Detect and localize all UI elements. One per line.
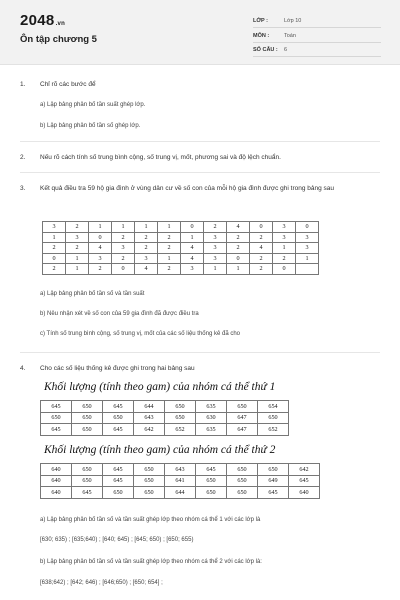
table-cell: 2 — [273, 253, 296, 264]
table-cell: 2 — [158, 232, 181, 243]
question-text: Nếu rõ cách tính số trung bình cộng, số trung vị, mốt, phương sai và độ lệch chuẩn. — [40, 154, 281, 161]
weight-table-group-2 — [40, 463, 320, 499]
table-cell: 640 — [41, 464, 72, 476]
divider — [20, 172, 380, 173]
question-text: Chỉ rõ các bước để — [40, 81, 96, 88]
table-cell: 2 — [135, 243, 158, 254]
table-cell: 2 — [89, 264, 112, 275]
table-cell: 650 — [258, 412, 289, 424]
table-cell: 2 — [250, 253, 273, 264]
table-cell: 1 — [66, 253, 89, 264]
table-row — [43, 222, 319, 233]
table-cell: 2 — [227, 232, 250, 243]
table-cell: 2 — [250, 264, 273, 275]
table-cell: 3 — [204, 253, 227, 264]
table-cell: 654 — [258, 401, 289, 413]
table-cell: 652 — [165, 424, 196, 436]
table-cell: 1 — [66, 264, 89, 275]
table-cell: 645 — [103, 401, 134, 413]
table-cell: 2 — [43, 243, 66, 254]
question-text: Cho các số liệu thống kê được ghi trong hai bảng sau — [40, 365, 195, 372]
meta-key: LỚP : — [253, 17, 268, 24]
table-cell: 645 — [103, 475, 134, 487]
sub-question-a-classes: [630; 635) ; [635;640) ; [640; 645) ; [645; 650) ; [650; 655) — [40, 537, 194, 543]
table-cell: 3 — [112, 243, 135, 254]
table-cell: 2 — [66, 243, 89, 254]
table-cell: 640 — [41, 475, 72, 487]
table-cell: 0 — [296, 222, 319, 233]
table-cell: 645 — [258, 487, 289, 499]
table-row — [41, 401, 289, 413]
question-number: 2. — [20, 154, 26, 161]
table-cell: 650 — [103, 487, 134, 499]
table-cell: 1 — [43, 232, 66, 243]
table-cell: 1 — [204, 264, 227, 275]
table-cell: 1 — [135, 222, 158, 233]
table-cell: 0 — [112, 264, 135, 275]
table-row — [43, 232, 319, 243]
table-cell: 650 — [134, 464, 165, 476]
table-cell: 3 — [204, 232, 227, 243]
table-cell: 630 — [196, 412, 227, 424]
table-row — [41, 424, 289, 436]
sub-question-b: b) Lập bảng phân bố tần số ghép lớp. — [40, 123, 141, 129]
sub-question-c: c) Tính số trung bình cộng, số trung vị, mốt của các số liệu thống kê đã cho — [40, 331, 241, 337]
table-cell: 650 — [165, 412, 196, 424]
table-cell: 4 — [89, 243, 112, 254]
table-cell: 645 — [72, 487, 103, 499]
table-cell: 3 — [273, 222, 296, 233]
sub-question-b: b) Nêu nhận xét về số con của 59 gia đình đã được điều tra — [40, 311, 199, 317]
table-cell: 644 — [134, 401, 165, 413]
meta-key: MÔN : — [253, 32, 270, 39]
table-cell: 1 — [158, 253, 181, 264]
table-cell: 0 — [181, 222, 204, 233]
table-cell: 650 — [227, 475, 258, 487]
table-cell: 645 — [41, 401, 72, 413]
table-cell: 2 — [66, 222, 89, 233]
table-cell: 2 — [158, 264, 181, 275]
table-cell: 2 — [158, 243, 181, 254]
meta-row-class — [253, 14, 381, 28]
sub-question-b: b) Lập bảng phân bố tần số và tần suất ghép lớp theo nhóm cá thể 2 với các lớp là: — [40, 559, 262, 565]
table-cell: 643 — [165, 464, 196, 476]
table-cell: 4 — [181, 253, 204, 264]
table-cell: 650 — [103, 412, 134, 424]
table-cell: 650 — [134, 475, 165, 487]
table-cell: 4 — [181, 243, 204, 254]
table-cell: 640 — [289, 487, 320, 499]
children-count-table — [42, 221, 319, 275]
table-cell: 3 — [43, 222, 66, 233]
table-row — [43, 253, 319, 264]
question-number: 4. — [20, 365, 26, 372]
table-cell: 650 — [134, 487, 165, 499]
site-logo[interactable] — [20, 12, 65, 29]
table-row — [41, 487, 320, 499]
table-cell: 650 — [227, 401, 258, 413]
table-cell: 0 — [227, 253, 250, 264]
table-cell: 650 — [227, 464, 258, 476]
table-cell: 635 — [196, 424, 227, 436]
table-cell: 4 — [227, 222, 250, 233]
table-cell: 2 — [135, 232, 158, 243]
table-cell: 2 — [43, 264, 66, 275]
table-cell: 650 — [196, 487, 227, 499]
table-cell: 641 — [165, 475, 196, 487]
table-cell: 645 — [289, 475, 320, 487]
logo-suffix: .vn — [55, 21, 66, 27]
page-header — [0, 0, 400, 65]
table-cell: 0 — [273, 264, 296, 275]
table-cell: 650 — [72, 475, 103, 487]
table-cell: 3 — [273, 232, 296, 243]
table-cell: 650 — [72, 464, 103, 476]
table-cell: 3 — [181, 264, 204, 275]
sub-question-b-classes: [638;642) ; [642; 646) ; [646;650) ; [650; 654] ; — [40, 580, 163, 586]
table-row — [43, 264, 319, 275]
table-cell: 649 — [258, 475, 289, 487]
table-cell: 643 — [134, 412, 165, 424]
table-cell: 642 — [289, 464, 320, 476]
table-cell: 1 — [181, 232, 204, 243]
table-cell: 3 — [296, 243, 319, 254]
table-row — [41, 412, 289, 424]
table-cell: 3 — [135, 253, 158, 264]
table-cell: 1 — [89, 222, 112, 233]
table-cell: 650 — [72, 424, 103, 436]
meta-key: SỐ CÂU : — [253, 46, 278, 53]
question-number: 1. — [20, 81, 26, 88]
table-cell: 650 — [41, 412, 72, 424]
table-cell: 650 — [72, 412, 103, 424]
table-cell: 644 — [165, 487, 196, 499]
table-cell: 3 — [89, 253, 112, 264]
table-cell: 0 — [250, 222, 273, 233]
table-cell: 0 — [43, 253, 66, 264]
table-cell: 3 — [296, 232, 319, 243]
table-caption-group-2: Khối lượng (tính theo gam) của nhóm cá thể thứ 2 — [44, 444, 276, 456]
table-cell: 647 — [227, 412, 258, 424]
table-row — [41, 475, 320, 487]
table-cell: 1 — [158, 222, 181, 233]
meta-value: Toán — [284, 32, 296, 39]
table-cell: 2 — [204, 222, 227, 233]
table-cell: 1 — [296, 253, 319, 264]
table-caption-group-1: Khối lượng (tính theo gam) của nhóm cá thể thứ 1 — [44, 381, 276, 393]
divider — [20, 141, 380, 142]
divider — [20, 352, 380, 353]
table-cell: 652 — [258, 424, 289, 436]
table-row — [43, 243, 319, 254]
table-cell: 4 — [135, 264, 158, 275]
table-row — [41, 464, 320, 476]
table-cell: 2 — [250, 232, 273, 243]
table-cell: 647 — [227, 424, 258, 436]
table-cell: 640 — [41, 487, 72, 499]
table-cell: 642 — [134, 424, 165, 436]
table-cell: 650 — [72, 401, 103, 413]
table-cell: 2 — [227, 243, 250, 254]
table-cell: 645 — [41, 424, 72, 436]
question-text: Kết quả điều tra 59 hộ gia đình ở vùng dân cư về số con của mỗi hộ gia đình được ghi trong bảng sau — [40, 185, 335, 192]
sub-question-a: a) Lập bảng phân bố tần suất ghép lớp. — [40, 102, 146, 108]
meta-value: 6 — [284, 46, 288, 53]
table-cell: 645 — [103, 424, 134, 436]
table-cell: 4 — [250, 243, 273, 254]
table-cell: 650 — [196, 475, 227, 487]
table-cell: 645 — [103, 464, 134, 476]
table-cell — [296, 264, 319, 275]
table-cell: 635 — [196, 401, 227, 413]
table-cell: 2 — [112, 232, 135, 243]
table-cell: 1 — [227, 264, 250, 275]
table-cell: 650 — [258, 464, 289, 476]
table-cell: 645 — [196, 464, 227, 476]
table-cell: 1 — [273, 243, 296, 254]
meta-row-count — [253, 43, 381, 57]
weight-table-group-1 — [40, 400, 289, 436]
table-cell: 1 — [112, 222, 135, 233]
table-cell: 2 — [112, 253, 135, 264]
page-title: Ôn tập chương 5 — [20, 34, 97, 45]
table-cell: 3 — [204, 243, 227, 254]
sub-question-a: a) Lập bảng phân bố tần số và tần suất — [40, 291, 145, 297]
meta-value: Lớp 10 — [284, 17, 302, 24]
table-cell: 650 — [165, 401, 196, 413]
logo-text: 2048 — [20, 12, 55, 29]
table-cell: 650 — [227, 487, 258, 499]
meta-row-subject — [253, 29, 381, 43]
table-cell: 3 — [66, 232, 89, 243]
question-number: 3. — [20, 185, 26, 192]
table-cell: 0 — [89, 232, 112, 243]
sub-question-a: a) Lập bảng phân bố tần số và tần suất ghép lớp theo nhóm cá thể 1 với các lớp là — [40, 517, 261, 523]
